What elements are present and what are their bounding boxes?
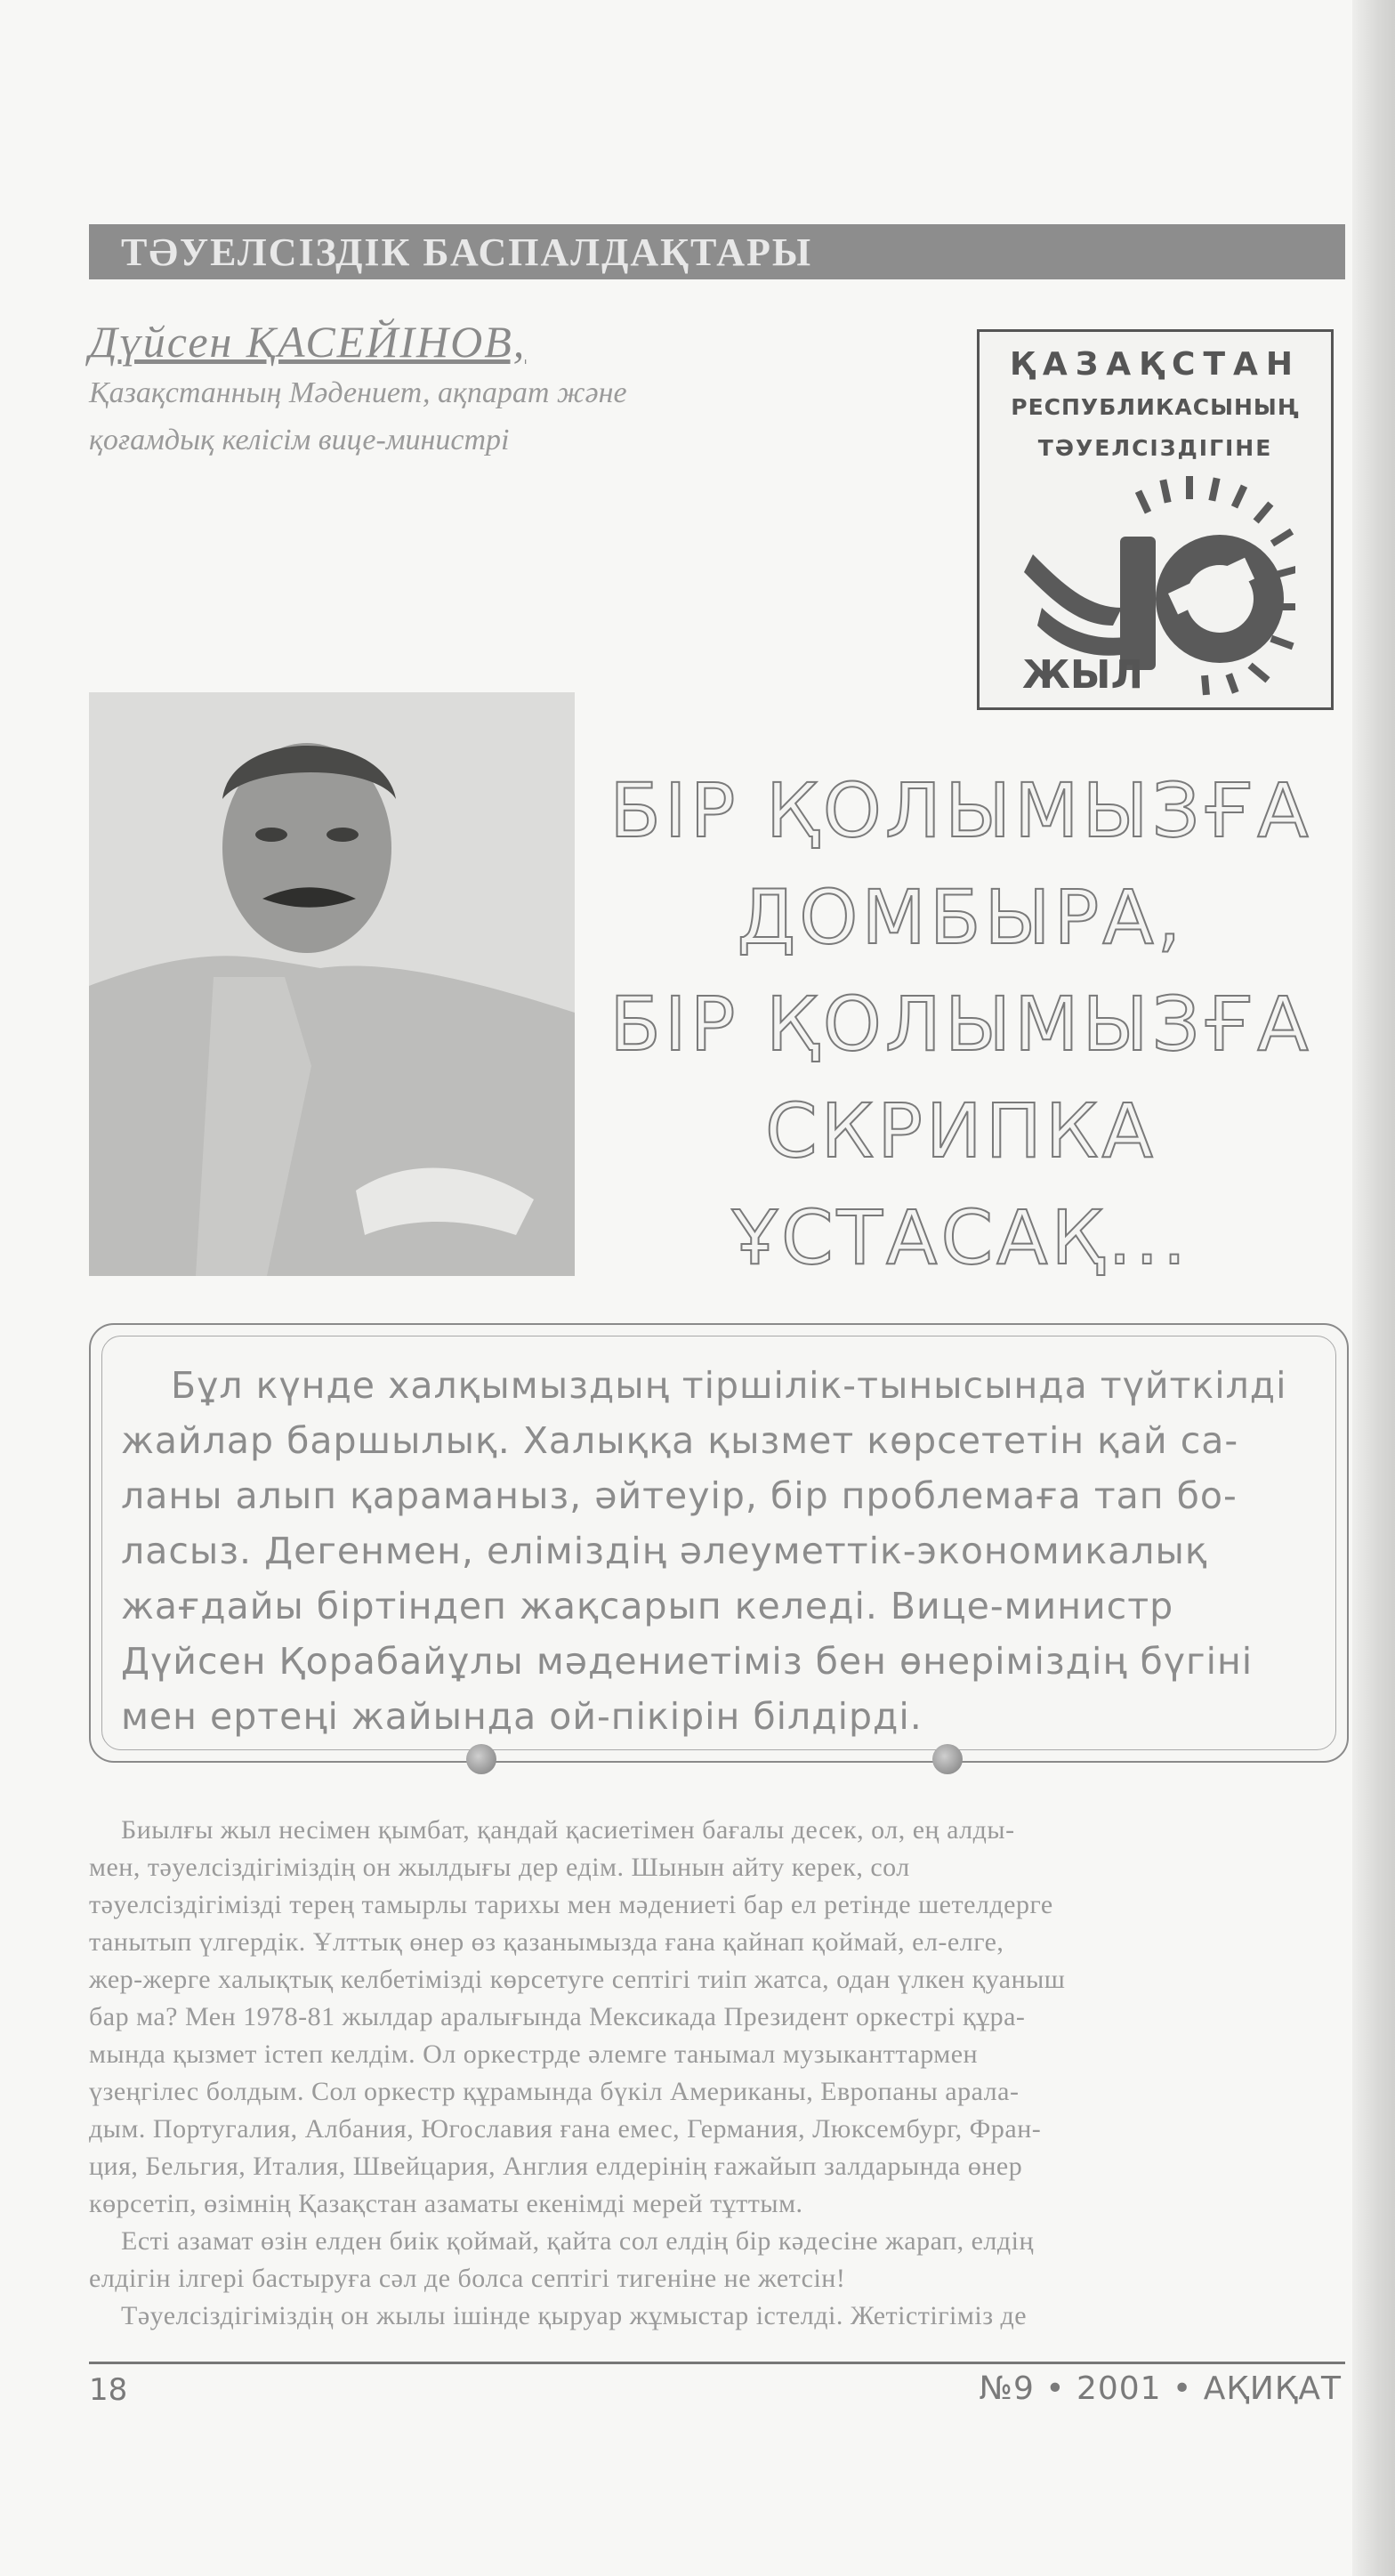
headline-line-4: СКРИПКА <box>764 1087 1157 1175</box>
lead-line-1: Бұл күнде халқымыздың тіршілік-тынысында түйткілді <box>171 1364 1287 1407</box>
author-name: Дүйсен ҚАСЕЙІНОВ, <box>89 317 527 367</box>
body-line-12: Есті азамат өзін елден биік қоймай, қайта сол елдің бір кәдесіне жарап, елдің <box>121 2226 1035 2256</box>
headline-line-2: ДОМБЫРА, <box>737 874 1185 961</box>
footer-issue: №9 • 2001 • АҚИҚАТ <box>979 2370 1342 2407</box>
author-role-line-1: Қазақстанның Мәдениет, ақпарат және <box>89 376 627 409</box>
body-line-6: бар ма? Мен 1978-81 жылдар аралығында Мексикада Президент оркестрі құра- <box>89 2002 1026 2031</box>
emblem-line-3: ТӘУЕЛСІЗДІГІНЕ <box>1037 435 1273 461</box>
page-number: 18 <box>89 2372 128 2408</box>
body-line-8: үзеңгілес болдым. Сол оркестр құрамында бүкіл Американы, Европаны арала- <box>89 2077 1020 2106</box>
emblem-line-1: ҚАЗАҚСТАН <box>1009 346 1302 383</box>
body-line-4: танытып үлгердік. Ұлттық өнер өз қазанымызда ғана қайнап қоймай, ел-елге, <box>89 1927 1004 1957</box>
body-line-3: тәуелсіздігімізді терең тамырлы тарихы мен мәдениеті бар ел ретінде шетелдерге <box>89 1890 1053 1919</box>
section-banner <box>89 224 1345 279</box>
headline-line-5: ҰСТАСАҚ... <box>731 1194 1190 1281</box>
body-line-2: мен, тәуелсіздігіміздің он жылдығы дер едім. Шынын айту керек, сол <box>89 1853 910 1882</box>
author-role-line-2: қоғамдық келісім вице-министрі <box>89 424 510 456</box>
lead-line-4: ласыз. Дегенмен, еліміздің әлеуметтік-экономикалық <box>121 1530 1208 1572</box>
lead-line-2: жайлар баршылық. Халыққа қызмет көрсететін қай са- <box>121 1419 1239 1462</box>
lead-box <box>89 1323 1349 1763</box>
lead-box-ornament-right <box>932 1744 963 1774</box>
body-line-5: жер-жерге халықтық келбетімізді көрсетуге септігі тиіп жатса, одан үлкен қуаныш <box>89 1965 1066 1994</box>
lead-box-ornament-left <box>466 1744 496 1774</box>
lead-line-6: Дүйсен Қорабайұлы мәдениетіміз бен өнеріміздің бүгіні <box>121 1640 1254 1683</box>
body-line-10: ция, Бельгия, Италия, Швейцария, Англия елдерінің ғажайып залдарында өнер <box>89 2152 1023 2181</box>
headline-line-3: БІР ҚОЛЫМЫЗҒА <box>609 981 1312 1068</box>
emblem-word: ЖЫЛ <box>1022 652 1143 697</box>
body-line-14: Тәуелсіздігіміздің он жылы ішінде қыруар жұмыстар істелді. Жетістігіміз де <box>121 2301 1028 2330</box>
body-line-13: елдігін ілгері бастыруға сәл де болса септігі тигеніне не жетсін! <box>89 2264 846 2293</box>
scan-edge <box>1352 0 1395 2576</box>
lead-line-7: мен ертеңі жайында ой-пікірін білдірді. <box>121 1695 923 1738</box>
lead-line-5: жағдайы біртіндеп жақсарып келеді. Вице-министр <box>121 1585 1174 1627</box>
footer-rule <box>89 2362 1345 2364</box>
emblem-ten-years-icon <box>1015 474 1295 697</box>
body-line-9: дым. Португалия, Албания, Югославия ғана емес, Германия, Люксембург, Фран- <box>89 2114 1042 2144</box>
body-line-11: көрсетіп, өзімнің Қазақстан азаматы екенімді мерей тұттым. <box>89 2189 803 2218</box>
emblem-line-2: РЕСПУБЛИКАСЫНЫҢ <box>1011 394 1300 420</box>
headline-line-1: БІР ҚОЛЫМЫЗҒА <box>609 767 1312 854</box>
lead-line-3: ланы алып қараманыз, әйтеуір, бір проблемаға тап бо- <box>121 1474 1238 1517</box>
portrait-image <box>89 692 575 1276</box>
body-line-1: Биылғы жыл несімен қымбат, қандай қасиетімен бағалы десек, ол, ең алды- <box>121 1815 1015 1845</box>
independence-emblem <box>977 329 1334 710</box>
body-line-7: мында қызмет істеп келдім. Ол оркестрде әлемге танымал музыканттармен <box>89 2039 979 2069</box>
section-banner-title: ТӘУЕЛСІЗДІК БАСПАЛДАҚТАРЫ <box>121 230 813 274</box>
author-photo <box>89 692 575 1276</box>
